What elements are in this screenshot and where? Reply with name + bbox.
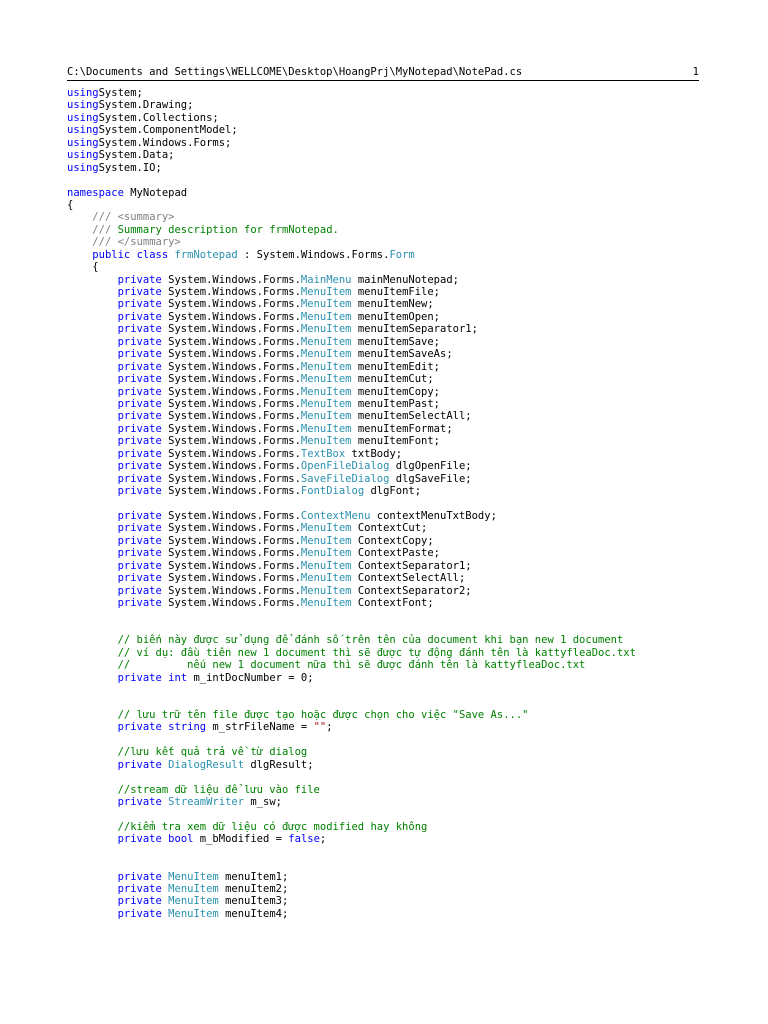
type-name: DialogResult <box>168 758 245 771</box>
code-text <box>67 659 118 671</box>
code-listing <box>67 87 707 920</box>
code-text <box>67 286 118 298</box>
type-name: MenuItem <box>168 883 219 895</box>
code-line <box>67 398 707 410</box>
code-text: menuItem1; <box>218 870 289 883</box>
keyword: private <box>117 410 162 423</box>
keyword: int <box>168 671 188 684</box>
keyword: private <box>117 883 162 895</box>
code-line <box>67 149 707 161</box>
code-text <box>67 410 118 422</box>
code-line <box>67 386 707 398</box>
type-name: ContextMenu <box>300 509 371 522</box>
code-text: System.Windows.Forms. <box>161 559 301 572</box>
code-text <box>67 796 118 808</box>
code-text <box>67 423 118 435</box>
code-text <box>67 448 118 460</box>
code-line <box>67 846 707 858</box>
code-text <box>67 473 118 485</box>
type-name: MenuItem <box>300 397 352 410</box>
keyword: class <box>136 248 169 261</box>
code-line <box>67 684 707 696</box>
code-line <box>67 162 707 174</box>
code-text: m_strFileName = <box>206 721 314 734</box>
code-line <box>67 759 707 771</box>
keyword: private <box>117 273 162 286</box>
code-text: System.Windows.Forms. <box>161 360 301 373</box>
code-text <box>67 373 118 385</box>
code-line <box>67 659 707 671</box>
code-line <box>67 597 707 609</box>
code-line <box>67 211 707 223</box>
type-name: MenuItem <box>168 870 219 883</box>
code-line <box>67 510 707 522</box>
code-line <box>67 721 707 733</box>
type-name: Form <box>389 248 415 261</box>
code-text: menuItemPast; <box>351 397 441 410</box>
code-line <box>67 771 707 783</box>
code-line <box>67 560 707 572</box>
code-text <box>67 672 118 684</box>
code-text: menuItemFormat; <box>351 422 453 435</box>
code-text: m_intDocNumber = 0; <box>187 671 314 684</box>
code-text: System.Windows.Forms. <box>161 422 301 435</box>
code-text: System.Windows.Forms. <box>161 596 301 609</box>
code-text: menuItemCopy; <box>351 385 441 398</box>
comment: // nếu new 1 document nữa thì sẽ được đánh tên là kattyfleaDoc.txt <box>117 659 586 672</box>
keyword: private <box>117 671 162 684</box>
code-text <box>67 784 118 796</box>
code-line <box>67 821 707 833</box>
code-line <box>67 187 707 199</box>
code-text <box>67 323 118 335</box>
code-text <box>67 398 118 410</box>
code-text: System.Windows.Forms. <box>161 373 301 386</box>
keyword: private <box>117 447 162 460</box>
keyword: namespace <box>67 186 124 199</box>
keyword: private <box>117 485 162 497</box>
file-path: C:\Documents and Settings\WELLCOME\Desktop\HoangPrj\MyNotepad\NotePad.cs <box>67 66 523 78</box>
code-text: System.Windows.Forms. <box>161 348 301 361</box>
keyword: using <box>67 136 99 149</box>
code-text: ContextCut; <box>351 522 428 535</box>
code-text <box>67 709 118 721</box>
keyword: private <box>117 596 162 609</box>
code-text <box>67 871 118 883</box>
code-line <box>67 448 707 460</box>
type-name: MenuItem <box>168 895 219 908</box>
code-text: ; <box>319 833 327 846</box>
code-line <box>67 535 707 547</box>
code-text: System.Windows.Forms. <box>161 447 301 460</box>
code-text <box>67 274 118 286</box>
keyword: public <box>92 248 131 261</box>
xml-doc: <summary> <box>117 211 175 224</box>
code-text: ContextSelectAll; <box>351 572 466 585</box>
code-line <box>67 634 707 646</box>
code-text: ContextFont; <box>351 596 434 609</box>
keyword: private <box>117 460 162 473</box>
code-text: menuItemCut; <box>351 373 434 386</box>
code-text: System.Windows.Forms. <box>161 460 301 473</box>
code-text: System.Drawing; <box>98 99 194 112</box>
code-line <box>67 99 707 111</box>
type-name: MenuItem <box>300 323 352 336</box>
keyword: private <box>117 286 162 298</box>
code-text: System.Windows.Forms. <box>161 472 301 485</box>
comment: // ví dụ: đầu tiên new 1 document thì sẽ được tự động đánh tên là kattyfleaDoc.txt <box>117 646 636 659</box>
type-name: MenuItem <box>300 410 352 423</box>
xml-doc: </summary> <box>117 236 181 249</box>
keyword: bool <box>168 833 194 846</box>
code-text: menuItemEdit; <box>351 360 441 373</box>
code-text <box>67 895 118 907</box>
comment: // biến này được sử dụng để đánh số trên tên của document khi bạn new 1 document <box>117 634 624 647</box>
code-text: dlgSaveFile; <box>389 472 472 485</box>
code-line <box>67 87 707 99</box>
keyword: private <box>117 534 162 547</box>
code-text <box>67 311 118 323</box>
keyword: private <box>117 870 162 883</box>
code-line <box>67 348 707 360</box>
code-text: menuItem4; <box>218 907 289 920</box>
code-line <box>67 249 707 261</box>
code-text: menuItemSeparator1; <box>351 323 478 336</box>
code-line <box>67 473 707 485</box>
code-text: System.Collections; <box>98 111 219 124</box>
code-line <box>67 647 707 659</box>
page-header <box>67 65 699 81</box>
code-text: System.IO; <box>98 161 162 174</box>
code-text: mainMenuNotepad; <box>351 273 459 286</box>
type-name: SaveFileDialog <box>300 472 390 485</box>
code-text: System.Windows.Forms. <box>161 522 301 535</box>
keyword: private <box>117 721 162 734</box>
code-text: System.Windows.Forms. <box>161 410 301 423</box>
type-name: MenuItem <box>300 373 352 386</box>
comment: // lưu trữ tên file được tạo hoặc được chọn cho việc "Save As..." <box>117 708 529 721</box>
keyword: private <box>117 435 162 448</box>
keyword: using <box>67 161 99 174</box>
type-name: MainMenu <box>300 273 352 286</box>
type-name: MenuItem <box>300 584 352 597</box>
code-line <box>67 336 707 348</box>
type-name: MenuItem <box>300 534 352 547</box>
code-text: System.Windows.Forms. <box>161 397 301 410</box>
code-line <box>67 435 707 447</box>
code-text: { <box>67 198 74 211</box>
code-line <box>67 124 707 136</box>
keyword: private <box>117 422 162 435</box>
code-line <box>67 460 707 472</box>
keyword: private <box>117 373 162 386</box>
code-text: System.Windows.Forms. <box>161 435 301 448</box>
xml-doc: /// <box>92 223 112 236</box>
xml-doc: /// <box>92 211 112 224</box>
code-text: ContextPaste; <box>351 547 441 560</box>
code-text <box>67 211 92 223</box>
code-text: System.Windows.Forms. <box>161 534 301 547</box>
code-line <box>67 734 707 746</box>
keyword: using <box>67 124 99 137</box>
code-line <box>67 373 707 385</box>
code-text <box>67 522 118 534</box>
code-line <box>67 908 707 920</box>
type-name: MenuItem <box>300 360 352 373</box>
type-name: MenuItem <box>300 547 352 560</box>
keyword: private <box>117 572 162 585</box>
code-line <box>67 796 707 808</box>
code-text: menuItemFont; <box>351 435 441 448</box>
code-line <box>67 585 707 597</box>
code-line <box>67 112 707 124</box>
code-text: ; <box>326 721 333 734</box>
code-text: menuItemSelectAll; <box>351 410 472 423</box>
type-name: FontDialog <box>300 485 365 497</box>
code-text <box>67 585 118 597</box>
comment: Summary description for frmNotepad. <box>111 223 339 236</box>
code-text <box>67 249 92 261</box>
keyword: private <box>117 335 162 348</box>
code-text: menuItemSaveAs; <box>351 348 453 361</box>
code-text <box>67 386 118 398</box>
keyword: using <box>67 149 99 162</box>
code-text <box>67 634 118 646</box>
type-name: MenuItem <box>300 348 352 361</box>
type-name: MenuItem <box>300 422 352 435</box>
code-text <box>67 883 118 895</box>
code-text: System.Windows.Forms. <box>161 572 301 585</box>
code-text <box>67 821 118 833</box>
code-line <box>67 522 707 534</box>
code-line <box>67 572 707 584</box>
code-line <box>67 485 707 497</box>
keyword: private <box>117 310 162 323</box>
code-text <box>67 908 118 920</box>
type-name: MenuItem <box>300 298 352 311</box>
code-line <box>67 286 707 298</box>
type-name: MenuItem <box>300 522 352 535</box>
keyword: string <box>168 721 207 734</box>
code-text <box>67 647 118 659</box>
code-text: menuItemNew; <box>351 298 434 311</box>
type-name: MenuItem <box>300 559 352 572</box>
code-text <box>67 510 118 522</box>
code-text: ContextCopy; <box>351 534 434 547</box>
code-text: menuItemOpen; <box>351 310 441 323</box>
code-text: menuItem3; <box>218 895 289 908</box>
code-text: System.Windows.Forms. <box>161 323 301 336</box>
code-line <box>67 858 707 870</box>
type-name: OpenFileDialog <box>300 460 390 473</box>
code-text: System.Data; <box>98 149 175 162</box>
code-line <box>67 808 707 820</box>
code-line <box>67 298 707 310</box>
code-text <box>67 485 118 497</box>
string-literal: "" <box>313 721 327 734</box>
code-line <box>67 199 707 211</box>
code-text <box>67 746 118 758</box>
code-text: dlgResult; <box>244 758 314 771</box>
code-text <box>67 572 118 584</box>
keyword: private <box>117 397 162 410</box>
code-text <box>67 547 118 559</box>
code-text <box>67 435 118 447</box>
code-text: MyNotepad <box>123 186 188 199</box>
code-text: System.ComponentModel; <box>98 124 238 137</box>
code-text: System.Windows.Forms. <box>161 584 301 597</box>
code-line <box>67 784 707 796</box>
code-text: m_sw; <box>244 795 282 808</box>
code-line <box>67 137 707 149</box>
keyword: private <box>117 509 162 522</box>
code-text: { <box>67 261 99 274</box>
code-line <box>67 261 707 273</box>
code-text: System.Windows.Forms. <box>161 485 301 497</box>
code-text <box>67 460 118 472</box>
type-name: MenuItem <box>168 907 219 920</box>
keyword: using <box>67 87 99 99</box>
code-text <box>67 759 118 771</box>
keyword: private <box>117 795 162 808</box>
code-text: System.Windows.Forms. <box>161 286 301 298</box>
code-text: System.Windows.Forms. <box>161 547 301 560</box>
code-text: System.Windows.Forms; <box>98 136 232 149</box>
code-line <box>67 883 707 895</box>
code-text: m_bModified = <box>193 833 289 846</box>
type-name: MenuItem <box>300 385 352 398</box>
code-line <box>67 236 707 248</box>
code-line <box>67 547 707 559</box>
keyword: private <box>117 348 162 361</box>
code-text: System.Windows.Forms. <box>161 273 301 286</box>
keyword: private <box>117 323 162 336</box>
code-text <box>67 721 118 733</box>
keyword: private <box>117 559 162 572</box>
keyword: private <box>117 833 162 846</box>
keyword: using <box>67 111 99 124</box>
keyword: private <box>117 385 162 398</box>
code-line <box>67 174 707 186</box>
xml-doc: /// <box>92 236 112 249</box>
code-text: System.Windows.Forms. <box>161 385 301 398</box>
keyword: private <box>117 522 162 535</box>
code-text: : System.Windows.Forms. <box>237 248 390 261</box>
comment: //lưu kết quả trả về từ dialog <box>117 746 308 759</box>
code-line <box>67 696 707 708</box>
keyword: private <box>117 584 162 597</box>
type-name: MenuItem <box>300 596 352 609</box>
type-name: StreamWriter <box>168 795 245 808</box>
type-name: MenuItem <box>300 572 352 585</box>
code-text: contextMenuTxtBody; <box>370 509 497 522</box>
code-text: System.Windows.Forms. <box>161 310 301 323</box>
code-text <box>67 336 118 348</box>
comment: //kiểm tra xem dữ liệu có được modified hay không <box>117 820 428 833</box>
code-text: menuItemSave; <box>351 335 441 348</box>
type-name: frmNotepad <box>174 248 238 261</box>
code-line <box>67 311 707 323</box>
type-name: TextBox <box>300 447 346 460</box>
code-line <box>67 410 707 422</box>
code-text <box>67 361 118 373</box>
code-line <box>67 746 707 758</box>
code-line <box>67 895 707 907</box>
code-line <box>67 672 707 684</box>
keyword: using <box>67 99 99 112</box>
code-text: menuItemFile; <box>351 286 441 298</box>
code-text <box>67 236 92 248</box>
type-name: MenuItem <box>300 310 352 323</box>
code-text <box>67 597 118 609</box>
code-text: System.Windows.Forms. <box>161 298 301 311</box>
code-text <box>67 833 118 845</box>
code-text: menuItem2; <box>218 883 289 895</box>
code-line <box>67 224 707 236</box>
code-line <box>67 361 707 373</box>
code-text: System; <box>98 87 143 99</box>
comment: //stream dữ liệu để lưu vào file <box>117 783 320 796</box>
page-number: 1 <box>692 66 699 78</box>
keyword: private <box>117 472 162 485</box>
code-line <box>67 274 707 286</box>
code-text <box>67 224 92 236</box>
type-name: MenuItem <box>300 435 352 448</box>
code-text <box>67 298 118 310</box>
code-text: System.Windows.Forms. <box>161 509 301 522</box>
code-text <box>67 348 118 360</box>
code-line <box>67 609 707 621</box>
keyword: private <box>117 298 162 311</box>
code-line <box>67 423 707 435</box>
keyword: false <box>288 833 320 846</box>
code-line <box>67 497 707 509</box>
code-line <box>67 833 707 845</box>
code-text: dlgOpenFile; <box>389 460 472 473</box>
code-text: ContextSeparator1; <box>351 559 472 572</box>
code-line <box>67 323 707 335</box>
keyword: private <box>117 547 162 560</box>
type-name: MenuItem <box>300 335 352 348</box>
type-name: MenuItem <box>300 286 352 298</box>
code-text: ContextSeparator2; <box>351 584 472 597</box>
keyword: private <box>117 758 162 771</box>
code-text <box>67 535 118 547</box>
keyword: private <box>117 360 162 373</box>
code-text <box>67 560 118 572</box>
code-line <box>67 622 707 634</box>
code-text: txtBody; <box>345 447 403 460</box>
code-text: System.Windows.Forms. <box>161 335 301 348</box>
keyword: private <box>117 895 162 908</box>
keyword: private <box>117 907 162 920</box>
code-text: dlgFont; <box>364 485 422 497</box>
code-line <box>67 709 707 721</box>
code-line <box>67 871 707 883</box>
